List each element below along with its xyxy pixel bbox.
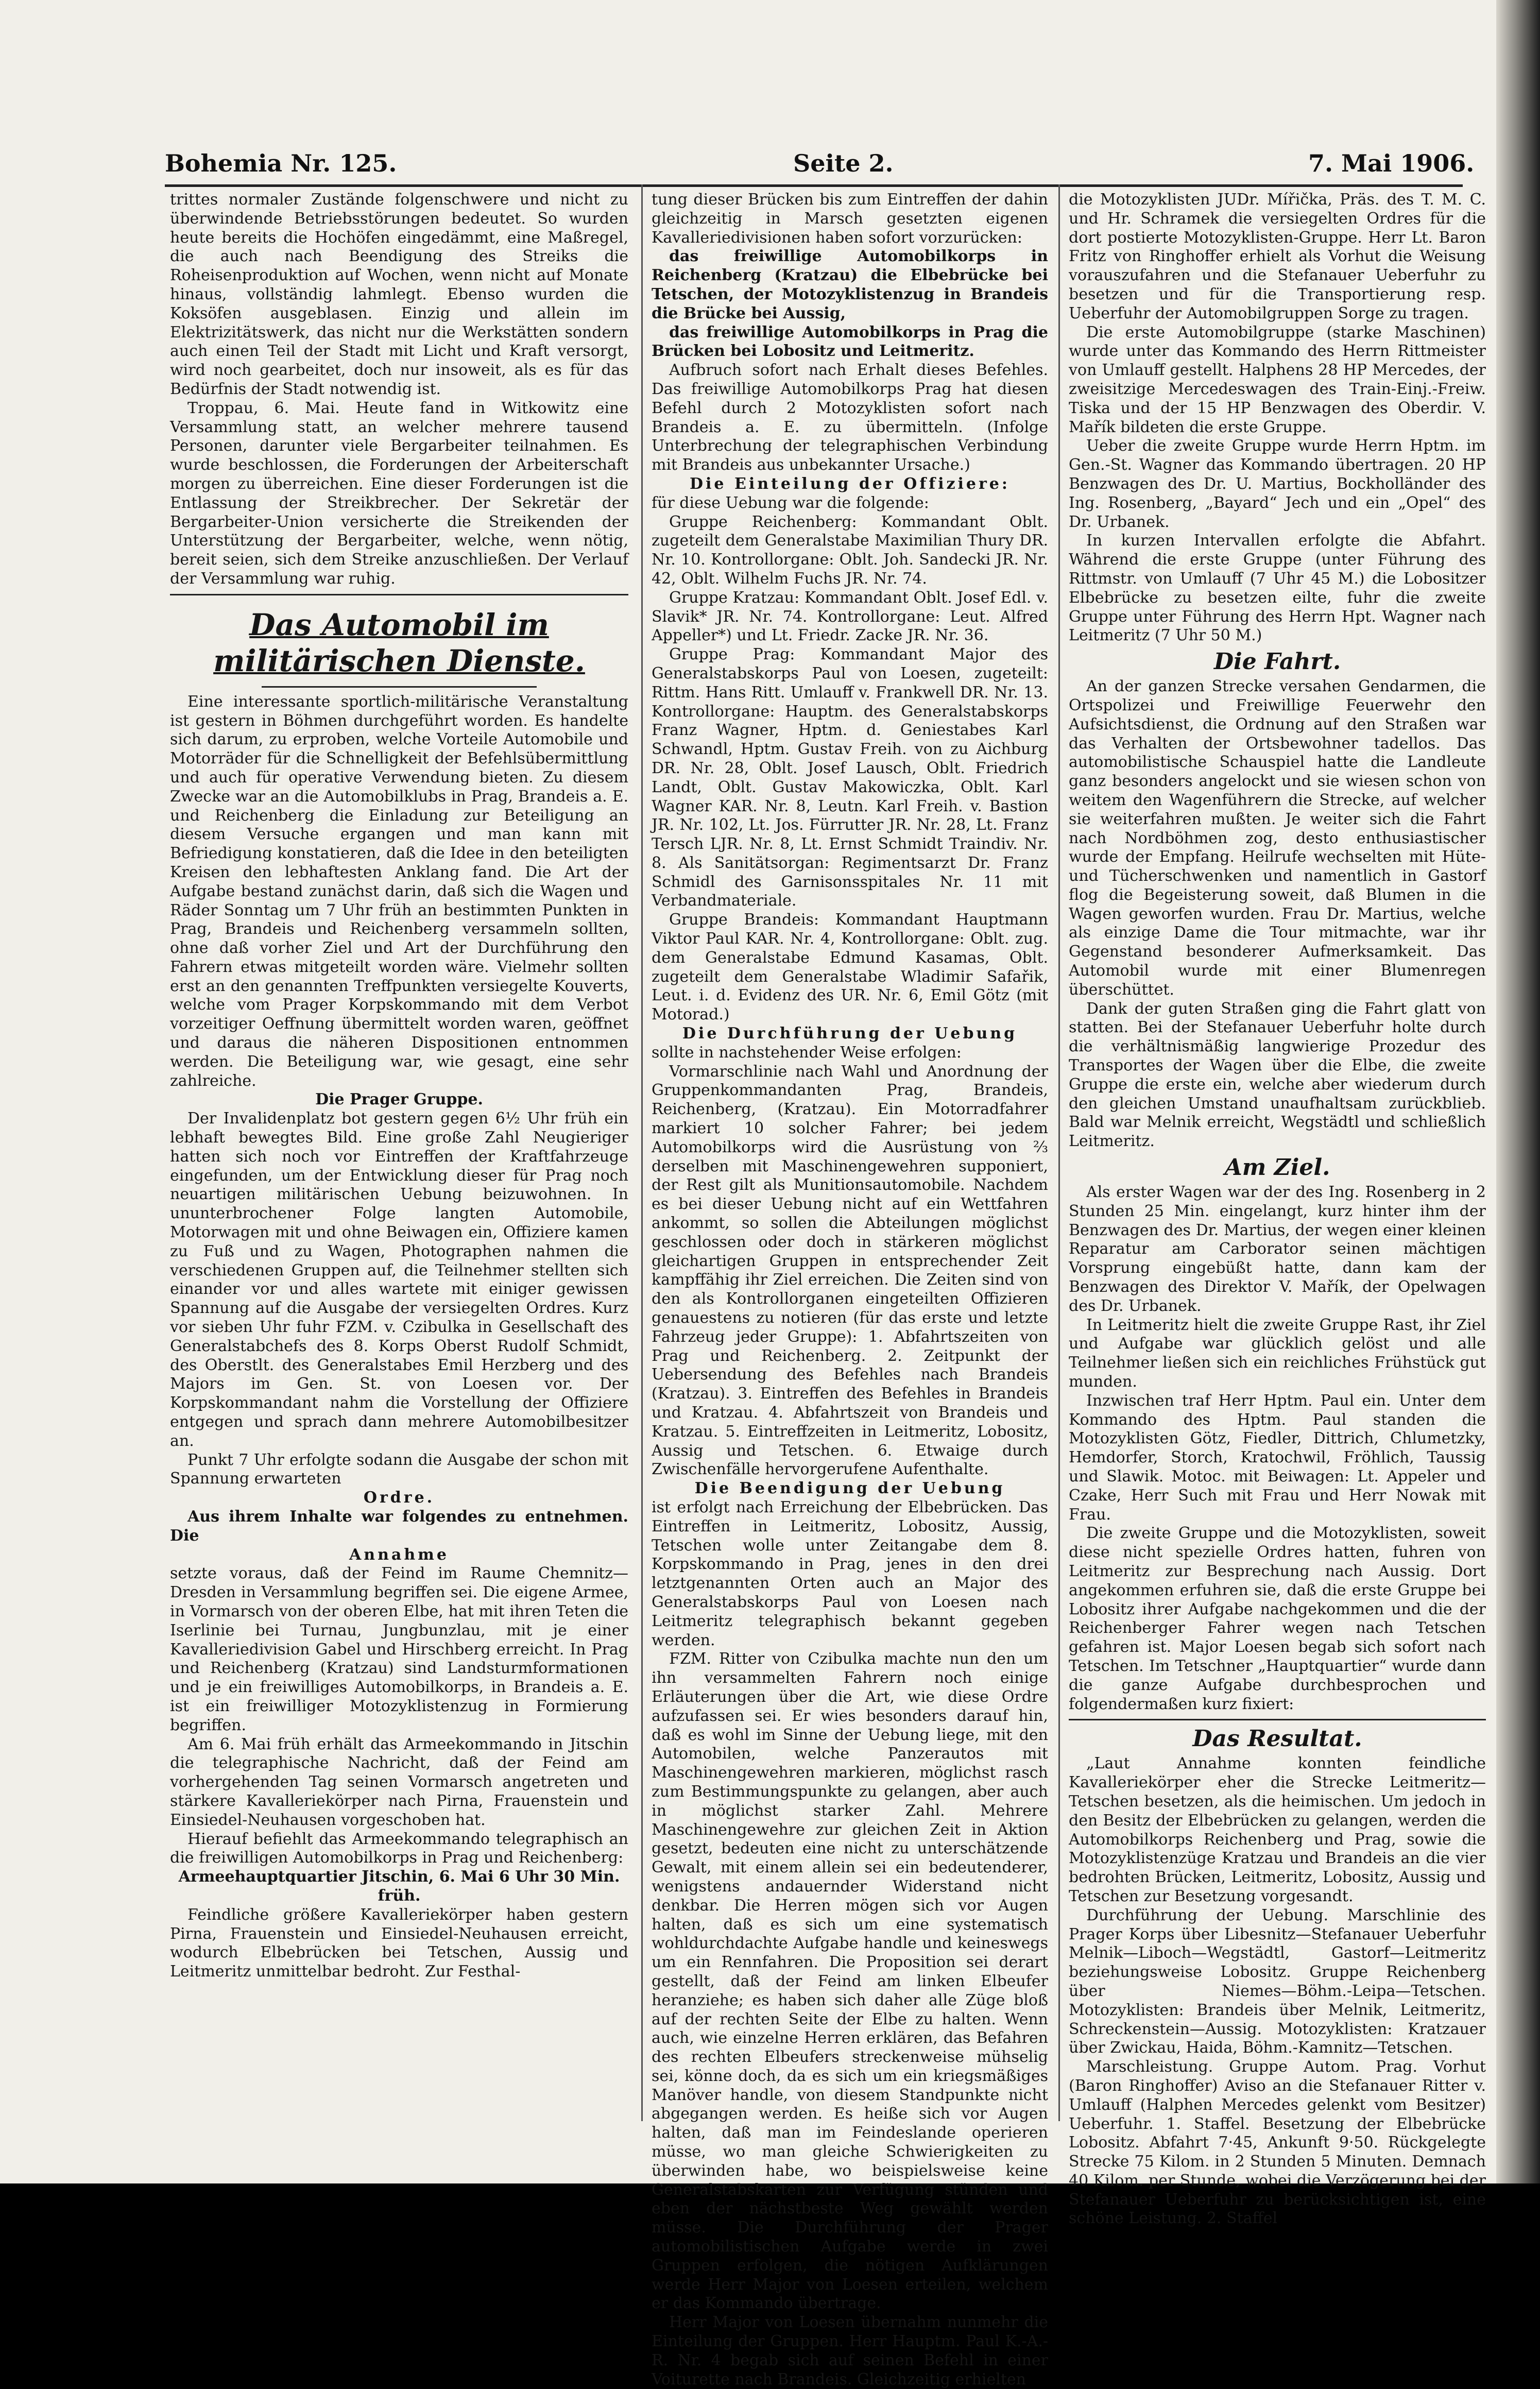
paragraph: An der ganzen Strecke versahen Gendarmen, die Ortspolizei und Freiwillige Feuerwehr den Aufsichtsdienst, die Ordnung auf den Straßen war das Verhalten der Ortsbewohner tadellos. Das automobilistische Schauspiel hatte die Landleute ganz besonders angelockt und sie wiesen schon von weitem den Wagenführern die Strecke, auf welcher sie weiterfahren mußten. Je weiter sich die Fahrt nach Nordböhmen zog, desto enthusiastischer wurde der Empfang. Heilrufe wechselten mit Hüte- und Tücherschwenken und namentlich in Gastorf flog die Begeisterung soweit, daß Blumen in die Wagen geworfen wurden. Frau Dr. Martius, welche als einzige Dame die Tour mitmachte, war ihr Gegenstand besonderer Aufmerksamkeit. Das Automobil wurde mit einer Blumenregen überschüttet. — [1069, 677, 1486, 999]
paragraph: Eine interessante sportlich-militärische Veranstaltung ist gestern in Böhmen durchgeführt worden. Es handelte sich darum, zu erproben, welche Vorteile Automobile und Motorräder für die Schnelligkeit der Befehlsübermittlung und auch für operative Verwendung bieten. Zu diesem Zwecke war an die Automobilklubs in Prag, Brandeis a. E. und Reichenberg die Einladung zur Beteiligung an diesem Versuche ergangen und man kann mit Befriedigung konstatieren, daß die Idee in den beteiligten Kreisen den lebhaftesten Anklang fand. Die Art der Aufgabe bestand zunächst darin, daß sich die Wagen und Räder Sonntag um 7 Uhr früh an bestimmten Punkten in Prag, Brandeis und Reichenberg versammeln sollten, ohne daß vorher Ziel und Art der Durchführung den Fahrern etwas mitgeteilt worden wäre. Vielmehr sollten erst an den genannten Treffpunkten versiegelte Kouverts, welche vom Prager Korpskommando mit dem Verbot vorzeitiger Oeffnung übermittelt worden waren, geöffnet und daraus die näheren Dispositionen entnommen werden. Die Beteiligung war, wie gesagt, eine sehr zahlreiche. — [170, 692, 628, 1090]
paragraph: ist erfolgt nach Erreichung der Elbebrücken. Das Eintreffen in Leitmeritz, Lobositz, Aussig, Tetschen wolle unter Zeitangabe dem 8. Korpskommando in Prag, jenes in den drei letztgenannten Orten auch an Major des Generalstabskorps Paul von Loesen nach Leitmeritz telegraphisch bekannt gegeben werden. — [652, 1498, 1048, 1649]
subheading: Annahme — [349, 1545, 449, 1564]
paragraph: Punkt 7 Uhr erfolgte sodann die Ausgabe der schon mit Spannung erwarteten — [170, 1451, 628, 1488]
masthead-issue: Bohemia Nr. 125. — [165, 149, 397, 177]
title-rule — [262, 686, 537, 688]
paragraph: Gruppe Reichenberg: Kommandant Oblt. zugeteilt dem Generalstabe Maximilian Thury DR. Nr. 10. Kontrollorgane: Oblt. Joh. Sandecki JR. Nr. 42, Oblt. Wilhelm Fuchs JR. Nr. 74. — [652, 513, 1048, 588]
paragraph: In kurzen Intervallen erfolgte die Abfahrt. Während die erste Gruppe (unter Führung des Rittmstr. von Umlauff (7 Uhr 45 M.) die Lobositzer Elbebrücke zu besetzen eilte, fuhr die zweite Gruppe unter Führung des Herrn Hpt. Wagner nach Leitmeritz (7 Uhr 50 M.) — [1069, 532, 1486, 645]
subheading: Ordre. — [363, 1489, 435, 1507]
book-binding-edge — [1496, 0, 1540, 2183]
paragraph: setzte voraus, daß der Feind im Raume Chemnitz—Dresden in Versammlung begriffen sei. Die eigene Armee, in Vormarsch von der oberen Elbe, hat mit ihren Teten die Iserlinie bei Turnau, Jungbunzlau, mit je einer Kavalleriedivision Gabel und Hirschberg erreicht. In Prag und Reichenberg (Kratzau) sind Landsturmformationen und je ein freiwilliges Automobilkorps, in Brandeis a. E. ist ein freiwilliger Motozyklistenzug in Formierung begriffen. — [170, 1564, 628, 1734]
issue-date: 7. Mai 1906. — [1308, 149, 1475, 177]
section-heading: Das Resultat. — [1192, 1726, 1362, 1752]
page-number: Seite 2. — [793, 149, 894, 177]
section-rule — [1069, 1719, 1486, 1720]
paragraph: Durchführung der Uebung. Marschlinie des Prager Korps über Libesnitz—Stefanauer Ueberfuhr Melnik—Liboch—Wegstädtl, Gastorf—Leitmeritz beziehungsweise Lobositz. Gruppe Reichenberg über Niemes—Böhm.-Leipa—Tetschen. Motozyklisten: Brandeis über Melnik, Leitmeritz, Schreckenstein—Aussig. Motozyklisten: Kratzauer über Zwickau, Haida, Böhm.-Kamnitz—Tetschen. — [1069, 1906, 1486, 2057]
paragraph: Aus ihrem Inhalte war folgendes zu entnehmen. Die — [170, 1508, 628, 1545]
paragraph: Feindliche größere Kavalleriekörper haben gestern Pirna, Frauenstein und Einsiedel-Neuhausen erreicht, wodurch Elbebrücken bei Tetschen, Aussig und Leitmeritz unmittelbar bedroht. Zur Festhal- — [170, 1905, 628, 1981]
paragraph: „Laut Annahme konnten feindliche Kavalleriekörper eher die Strecke Leitmeritz—Tetschen besetzen, als die heimischen. Um jedoch in den Besitz der Elbebrücken zu gelangen, werden die Automobilkorps Reichenberg und Prag, sowie die Motozyklistenzüge Kratzau und Brandeis an die vier bedrohten Brücken, Leitmeritz, Lobositz, Aussig und Tetschen zur Besetzung vorgesandt. — [1069, 1754, 1486, 1905]
paragraph: Als erster Wagen war der des Ing. Rosenberg in 2 Stunden 25 Min. eingelangt, kurz hinter ihm der Benzwagen des Dr. Martius, der wegen einer kleinen Reparatur am Carborator seinen mächtigen Vorsprung eingebüßt hatte, dann kam der Benzwagen des Direktor V. Mařík, der Opelwagen des Dr. Urbanek. — [1069, 1183, 1486, 1315]
header-rule — [165, 184, 1463, 187]
paragraph: für diese Uebung war die folgende: — [652, 493, 929, 512]
paragraph: Vormarschlinie nach Wahl und Anordnung der Gruppenkommandanten Prag, Brandeis, Reichenberg, (Kratzau). Ein Motorradfahrer markiert 10 solcher Fahrer; bei jedem Automobilkorps wird die Ausrüstung von ⅔ derselben mit Maschinengewehren supponiert, der Rest gilt als Munitionsautomobile. Nachdem es bei dieser Uebung nicht auf ein Wettfahren ankommt, so sollen die Abteilungen möglichst geschlossen oder doch in stärkeren möglichst gleichartigen Gruppen in entsprechender Zeit kampffähig ihr Ziel erreichen. Die Zeiten sind von den als Kontrollorganen eingeteilten Offizieren genauestens zu notieren (für das erste und letzte Fahrzeug jeder Gruppe): 1. Abfahrtszeiten von Prag und Reichenberg. 2. Zeitpunkt der Uebersendung des Befehles nach Brandeis (Kratzau). 3. Eintreffen des Befehles in Brandeis und Kratzau. 4. Abfahrtszeit von Brandeis und Kratzau. 5. Eintreffzeiten in Leitmeritz, Lobositz, Aussig und Tetschen. 6. Etwaige durch Zwischenfälle hervorgerufene Aufenthalte. — [652, 1062, 1048, 1479]
paragraph: Gruppe Kratzau: Kommandant Oblt. Josef Edl. v. Slavik* JR. Nr. 74. Kontrollorgane: Leut. Alfred Appeller*) und Lt. Friedr. Zacke JR. Nr. 36. — [652, 588, 1048, 645]
paragraph: Hierauf befiehlt das Armeekommando telegraphisch an die freiwilligen Automobilkorps in Prag und Reichenberg: — [170, 1830, 628, 1867]
paragraph: Der Invalidenplatz bot gestern gegen 6½ Uhr früh ein lebhaft bewegtes Bild. Eine große Zahl Neugieriger hatten sich noch vor Eintreffen der Kraftfahrzeuge eingefunden, um der Entwicklung dieser für Prag noch neuartigen militärischen Uebung beizuwohnen. In ununterbrochener Folge langten Automobile, Motorwagen mit und ohne Beiwagen ein, Offiziere kamen zu Fuß und zu Wagen, Photographen nahmen die verschiedenen Gruppen auf, die Teilnehmer stellten sich einander vor und alles wartete mit einiger gewissen Spannung auf die Ausgabe der versiegelten Ordres. Kurz vor sieben Uhr fuhr FZM. v. Czibulka in Gesellschaft des Generalstabchefs des 8. Korps Oberst Rudolf Schmidt, des Oberstlt. des Generalstabes Emil Herzberg und des Majors im Gen. St. von Loesen vor. Der Korpskommandant nahm die Vorstellung der Offiziere entgegen und sprach dann mehrere Automobilbesitzer an. — [170, 1110, 628, 1450]
paragraph: die Motozyklisten JUDr. Mířička, Präs. des T. M. C. und Hr. Schramek die versiegelten Ordres für die dort postierte Motozyklisten-Gruppe. Herr Lt. Baron Fritz von Ringhoffer erhielt als Vorhut die Weisung vorauszufahren und die Stefanauer Ueberfuhr zu besetzen und für die Transportierung resp. Ueberfuhr der Automobilgruppen Sorge zu tragen. — [1069, 191, 1486, 322]
section-heading: Am Ziel. — [1224, 1154, 1330, 1181]
paragraph: Inzwischen traf Herr Hptm. Paul ein. Unter dem Kommando des Hptm. Paul standen die Motozyklisten Götz, Fiedler, Dittrich, Chlumetzky, Hemdorfer, Storch, Kratochwil, Fröhlich, Taussig und Slawik. Motoc. mit Beiwagen: Lt. Appeler und Czake, Herr Such mit Frau und Herr Nowak mit Frau. — [1069, 1391, 1486, 1524]
paragraph: Die erste Automobilgruppe (starke Maschinen) wurde unter das Kommando des Herrn Rittmeister von Umlauff gestellt. Halphens 28 HP Mercedes, der zweisitzige Mercedeswagen des Train-Einj.-Freiw. Tiska und der 15 HP Benzwagen des Oberdir. V. Mařík bildeten die erste Gruppe. — [1069, 323, 1486, 436]
paragraph: Die zweite Gruppe und die Motozyklisten, soweit diese nicht spezielle Ordres hatten, fuhren von Leitmeritz zur Besprechung nach Aussig. Dort angekommen erfuhren sie, daß die erste Gruppe bei Lobositz ihrer Aufgabe nachgekommen und die der Reichenberger Fahrer wegen nach Tetschen gefahren ist. Major Loesen begab sich sofort nach Tetschen. Im Tetschner „Hauptquartier“ wurde dann die ganze Aufgabe durchbesprochen und folgendermaßen kurz fixiert: — [1069, 1524, 1486, 1713]
paragraph: Dank der guten Straßen ging die Fahrt glatt von statten. Bei der Stefanauer Ueberfuhr holte durch die verhältnismäßig langwierige Prozedur des Transportes der Wagen über die Elbe, die zweite Gruppe die erste ein, welche aber wiederum durch den gleichen Umstand unaufhaltsam zurückblieb. Bald war Melnik erreicht, Wegstädtl und schließlich Leitmeritz. — [1069, 999, 1486, 1151]
paragraph: trittes normaler Zustände folgenschwere und nicht zu überwindende Betriebsstörungen bedeutet. So wurden heute bereits die Hochöfen eingedämmt, eine Maßregel, die auch nach Beendigung des Streiks die Roheisenproduktion auf Wochen, wenn nicht auf Monate hinaus, vollständig lahmlegt. Ebenso wurden die Koksöfen ausgeblasen. Einzig und allein im Elektrizitätswerk, das nicht nur die Werkstätten sondern auch einen Teil der Stadt mit Licht und Kraft versorgt, wird noch gearbeitet, doch nur insoweit, als es für das Bedürfnis der Stadt notwendig ist. — [170, 191, 628, 398]
article-title: Das Automobil im militärischen Dienste. — [213, 607, 585, 678]
column-3 — [1069, 191, 1486, 2228]
paragraph: Herr Major von Loesen übernahm nunmehr die Einteilung der Gruppen. Herr Hauptm. Paul K.-A.-R. Nr. 4 begab sich auf seinen Befehl in einer Voiturette nach Brandeis. Gleichzeitig erhielten — [652, 2313, 1048, 2388]
paragraph: In Leitmeritz hielt die zweite Gruppe Rast, ihr Ziel und Aufgabe war glücklich gelöst und alle Teilnehmer ließen sich ein reichliches Frühstück gut munden. — [1069, 1316, 1486, 1391]
section-rule — [170, 594, 628, 595]
paragraph: Ueber die zweite Gruppe wurde Herrn Hptm. im Gen.-St. Wagner das Kommando übertragen. 20 HP Benzwagen des Dr. U. Martius, Bockholländer des Ing. Rosenberg, „Bayard“ Jech und ein „Opel“ des Dr. Urbanek. — [1069, 437, 1486, 531]
paragraph: tung dieser Brücken bis zum Eintreffen der dahin gleichzeitig in Marsch gesetzten eigenen Kavalleriedivisionen haben sofort vorzurücken: — [652, 191, 1048, 247]
subheading: Die Prager Gruppe. — [315, 1090, 483, 1109]
paragraph: Troppau, 6. Mai. Heute fand in Witkowitz eine Versammlung statt, an welcher mehrere tausend Personen, darunter viele Bergarbeiter teilnahmen. Es wurde beschlossen, die Forderungen der Arbeiterschaft morgen zu überreichen. Eine dieser Forderungen ist die Entlassung der Streikbrecher. Der Sekretär der Bergarbeiter-Union versicherte die Streikenden der Unterstützung der Bergarbeiter, welche, wenn nötig, bereit seien, sich dem Streike anzuschließen. Der Verlauf der Versammlung war ruhig. — [170, 399, 628, 588]
telegram-heading: Armeehauptquartier Jitschin, 6. Mai 6 Uhr 30 Min. früh. — [178, 1868, 620, 1905]
paragraph: das freiwillige Automobilkorps in Prag die Brücken bei Lobositz und Leitmeritz. — [652, 323, 1048, 361]
column-1 — [170, 191, 628, 2117]
subheading: Die Beendigung der Uebung — [694, 1479, 1005, 1498]
paragraph: Marschleistung. Gruppe Autom. Prag. Vorhut (Baron Ringhoffer) Aviso an die Stefanauer Ritter v. Umlauff (Halphen Mercedes gelenkt vom Besitzer) Ueberfuhr. 1. Staffel. Besetzung der Elbebrücke Lobositz. Abfahrt 7·45, Ankunft 9·50. Rückgelegte Strecke 75 Kilom. in 2 Stunden 5 Minuten. Demnach 40 Kilom. per Stunde, wobei die Verzögerung bei der Stefanauer Ueberfuhr zu berücksichtigen ist, eine schöne Leistung. 2. Staffel — [1069, 2058, 1486, 2228]
paragraph: FZM. Ritter von Czibulka machte nun den um ihn versammelten Fahrern noch einige Erläuterungen über die Art, wie diese Ordre aufzufassen sei. Er wies besonders darauf hin, daß es wohl im Sinne der Uebung liege, mit den Automobilen, welche Panzerautos mit Maschinengewehren markieren, möglichst rasch zum Bestimmungspunkte zu gelangen, aber auch in möglichst starker Zahl. Mehrere Maschinengewehre zur gleichen Zeit in Aktion gesetzt, bedeuten eine nicht zu unterschätzende Gewalt, mit einem allein sei ein bedeutenderer, wenigstens andauernder Widerstand nicht denkbar. Die Herren mögen sich vor Augen halten, daß es sich um eine systematisch wohldurchdachte Aufgabe handle und keineswegs um ein Rennfahren. Die Proposition sei derart gestellt, daß der Feind am linken Elbeufer heranziehe; es haben sich daher alle Züge bloß auf der rechten Seite der Elbe zu halten. Wenn auch, wie einzelne Herren erklären, das Befahren des rechten Elbeufers streckenweise mühselig sei, könne doch, da es sich um ein kriegsmäßiges Manöver handle, von diesem Standpunkte nicht abgegangen werden. Es heiße sich vor Augen halten, daß man im Feindeslande operieren müsse, wo man gleiche Schwierigkeiten zu überwinden habe, wo beispielsweise keine Generalstabskarten zur Verfügung stünden und eben der nächstbeste Weg gewählt werden müsse. Die Durchführung der Prager automobilistischen Aufgabe werde in zwei Gruppen erfolgen, die nötigen Aufklärungen werde Herr Major von Loesen erteilen, welchem er das Kommando übertrage. — [652, 1650, 1048, 2313]
paragraph: sollte in nachstehender Weise erfolgen: — [652, 1043, 962, 1062]
column-rule — [1058, 184, 1060, 2121]
column-rule — [641, 184, 643, 2121]
paragraph: Aufbruch sofort nach Erhalt dieses Befehles. Das freiwillige Automobilkorps Prag hat diesen Befehl durch 2 Motozyklisten sofort nach Brandeis a. E. zu übermitteln. (Infolge Unterbrechung der telegraphischen Verbindung mit Brandeis aus unbekannter Ursache.) — [652, 361, 1048, 474]
paragraph: Gruppe Prag: Kommandant Major des Generalstabskorps Paul von Loesen, zugeteilt: Rittm. Hans Ritt. Umlauff v. Frankwell DR. Nr. 13. Kontrollorgane: Hauptm. des Generalstabskorps Franz Wagner, Hptm. d. Geniestabes Karl Schwandl, Hptm. Gustav Freih. von zu Aichburg DR. Nr. 28, Oblt. Josef Lausch, Oblt. Friedrich Landt, Oblt. Gustav Makowiczka, Oblt. Karl Wagner KAR. Nr. 8, Leutn. Karl Freih. v. Bastion JR. Nr. 102, Lt. Jos. Fürrutter JR. Nr. 28, Lt. Franz Tersch LJR. Nr. 8, Lt. Ernst Schmidt Traindiv. Nr. 8. Als Sanitätsorgan: Regimentsarzt Dr. Franz Schmidl des Garnisonsspitales Nr. 11 mit Verbandmateriale. — [652, 645, 1048, 910]
column-2 — [652, 191, 1048, 2388]
section-heading: Die Fahrt. — [1213, 649, 1341, 675]
page-header — [165, 149, 1475, 185]
paragraph: das freiwillige Automobilkorps in Reichenberg (Kratzau) die Elbebrücke bei Tetschen, der Motozyklistenzug in Brandeis die Brücke bei Aussig, — [652, 247, 1048, 322]
subheading: Die Durchführung der Uebung — [682, 1025, 1018, 1043]
paragraph: Gruppe Brandeis: Kommandant Hauptmann Viktor Paul KAR. Nr. 4, Kontrollorgane: Oblt. zug. dem Generalstabe Edmund Kasamas, Oblt. zugeteilt dem Generalstabe Wladimir Safařik, Leut. i. d. Evidenz des UR. Nr. 6, Emil Götz (mit Motorad.) — [652, 911, 1048, 1024]
paragraph: Am 6. Mai früh erhält das Armeekommando in Jitschin die telegraphische Nachricht, daß der Feind am vorhergehenden Tag seinen Vormarsch angetreten und stärkere Kavalleriekörper nach Pirna, Frauenstein und Einsiedel-Neuhausen vorgeschoben hat. — [170, 1735, 628, 1829]
subheading: Die Einteilung der Offiziere: — [690, 474, 1010, 493]
